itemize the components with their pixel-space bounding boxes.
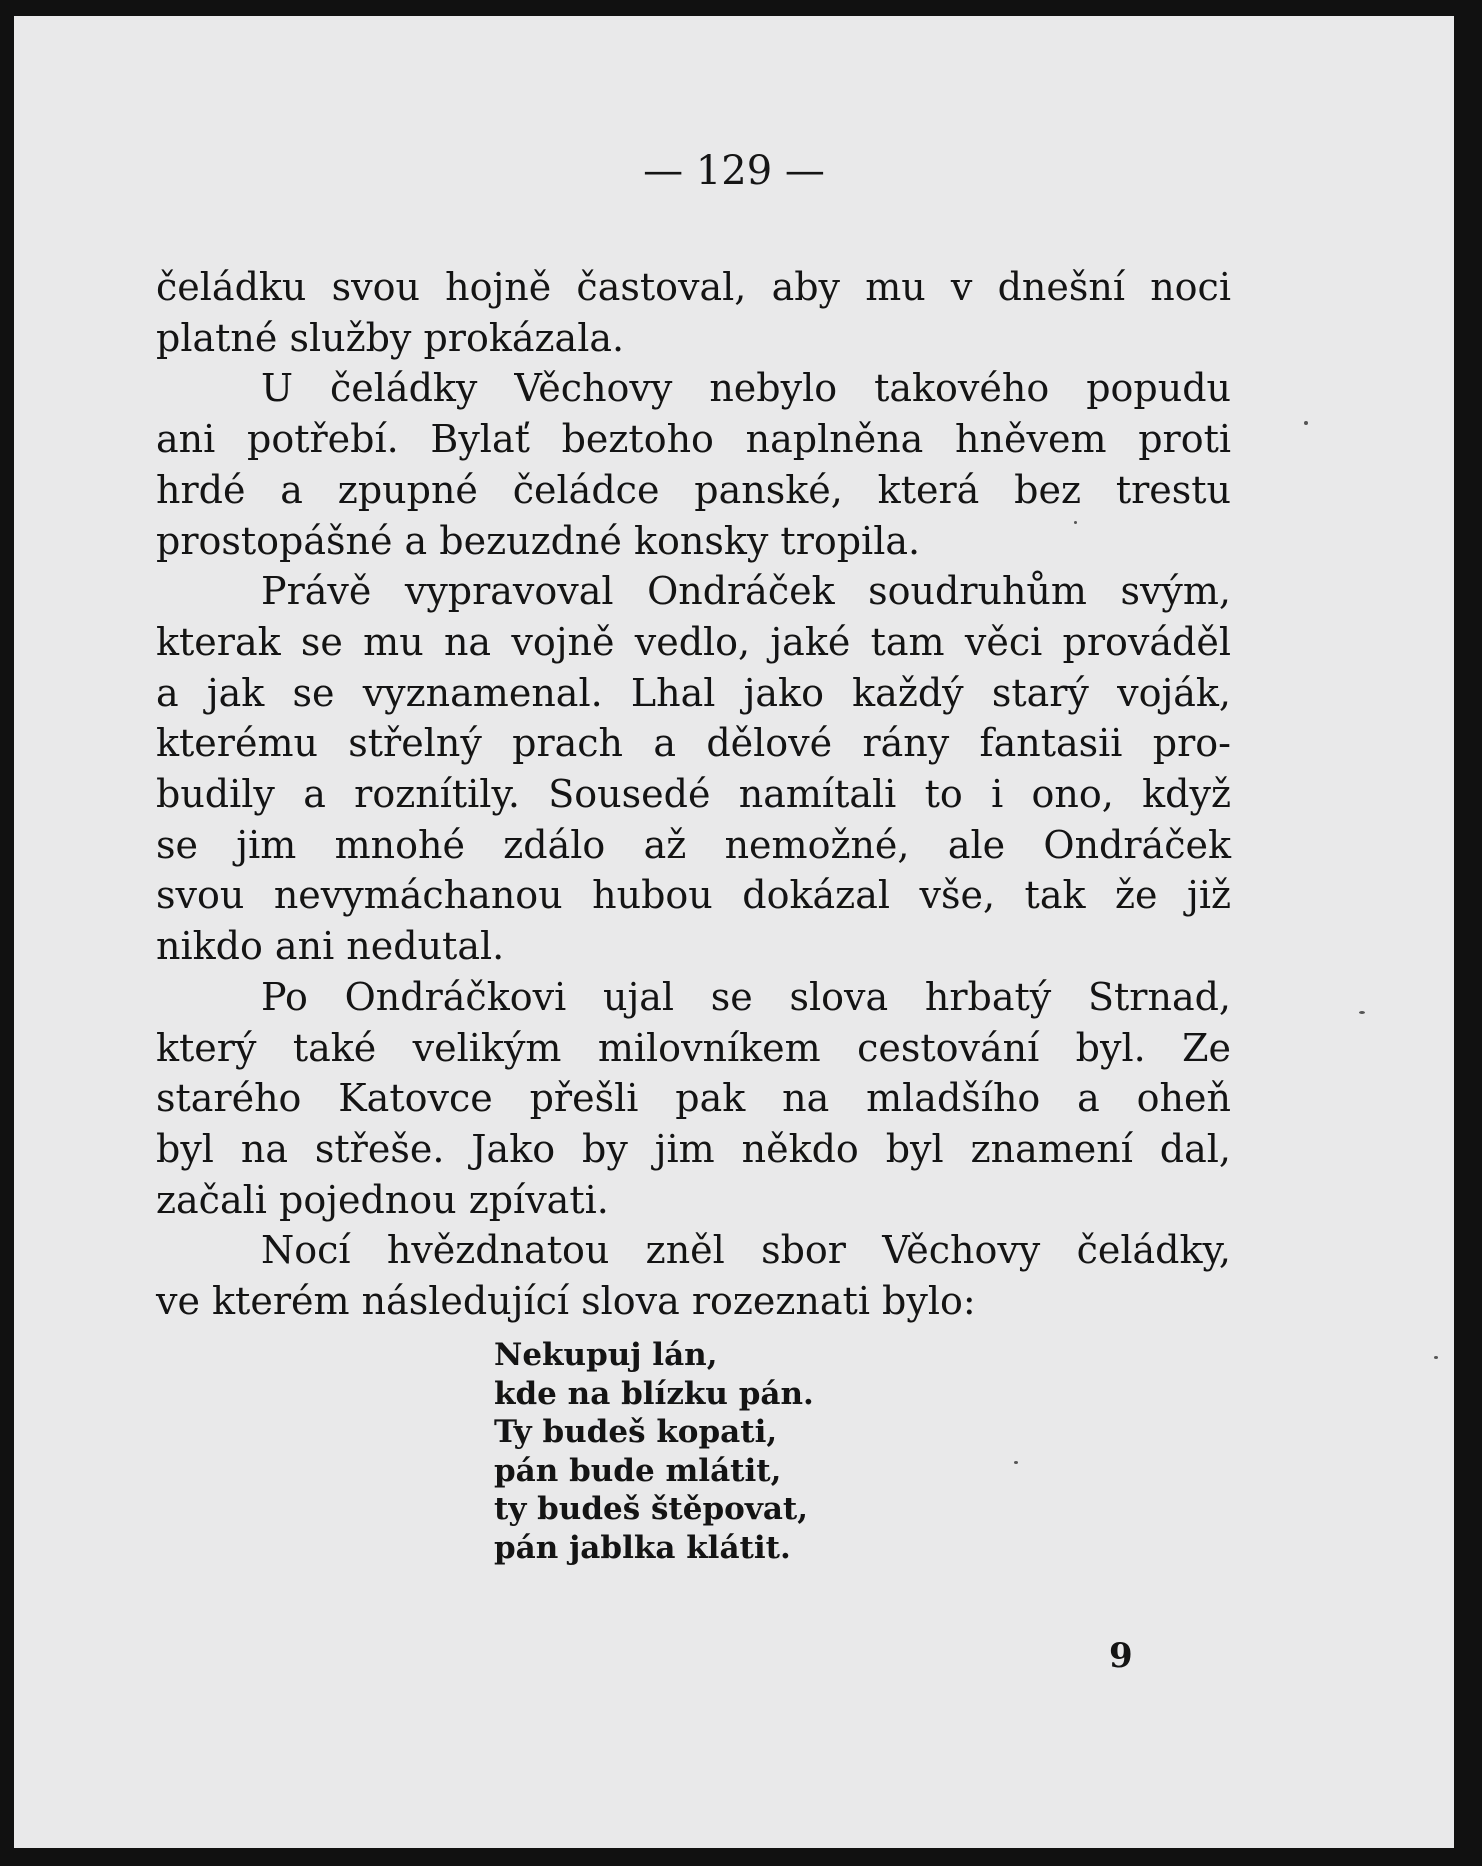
song-verse [494,1336,814,1567]
paragraph [156,972,1231,1226]
text-line: začali pojednou zpívati. [156,1177,609,1222]
paper-speck [1014,1461,1018,1464]
paper-speck [1359,1011,1365,1014]
text-line: Právě vypravoval Ondráček soudruhům svým, [261,569,1231,614]
text-line: starého Katovce přešli pak na mladšího a oheň [156,1076,1231,1121]
paragraph [156,1225,1231,1326]
paper-speck [1074,521,1077,524]
verse-line: pán bude mlátit, [494,1452,782,1489]
text-line: a jak se vyznamenal. Lhal jako každý starý voják, [156,670,1231,715]
text-line: byl na střeše. Jako by jim někdo byl znamení dal, [156,1126,1231,1171]
text-line: hrdé a zpupné čeládce panské, která bez trestu [156,467,1231,512]
paragraph [156,566,1231,972]
text-line: kterak se mu na vojně vedlo, jaké tam věci prováděl [156,619,1231,664]
paper-speck [1304,421,1308,425]
text-line: ani potřebí. Bylať beztoho naplněna hněvem proti [156,417,1231,462]
verse-line: Nekupuj lán, [494,1337,718,1373]
text-line: ve kterém následující slova rozeznati bylo: [156,1279,976,1324]
text-line: U čeládky Věchovy nebylo takového popudu [261,366,1231,411]
paragraph [156,363,1231,566]
body-text [156,262,1231,1327]
text-line: Po Ondráčkovi ujal se slova hrbatý Strnad, [261,974,1231,1019]
verse-line: Ty budeš kopati, [494,1414,778,1450]
page-number: — 129 — [643,148,825,194]
text-line: který také velikým milovníkem cestování byl. Ze [156,1025,1231,1070]
book-page [14,16,1454,1848]
text-line: svou nevymáchanou hubou dokázal vše, tak že již [156,873,1231,918]
text-line: prostopášné a bezuzdné konsky tropila. [156,518,921,563]
text-line: budily a roznítily. Sousedé namítali to i ono, když [156,772,1231,817]
text-line: Nocí hvězdnatou zněl sbor Věchovy čeládky, [261,1228,1231,1273]
text-line: platné služby prokázala. [156,315,625,360]
text-line: nikdo ani nedutal. [156,924,505,969]
paragraph [156,262,1231,363]
text-line: se jim mnohé zdálo až nemožné, ale Ondráček [156,822,1231,867]
paper-speck [1434,1356,1438,1359]
text-line: čeládku svou hojně častoval, aby mu v dnešní noci [156,265,1231,309]
verse-line: pán jablka klátit. [494,1529,791,1566]
verse-line: ty budeš štěpovat, [494,1491,809,1527]
signature-mark: 9 [1109,1636,1133,1676]
text-line: kterému střelný prach a dělové rány fantasii pro- [156,721,1231,766]
verse-line: kde na blízku pán. [494,1375,814,1412]
